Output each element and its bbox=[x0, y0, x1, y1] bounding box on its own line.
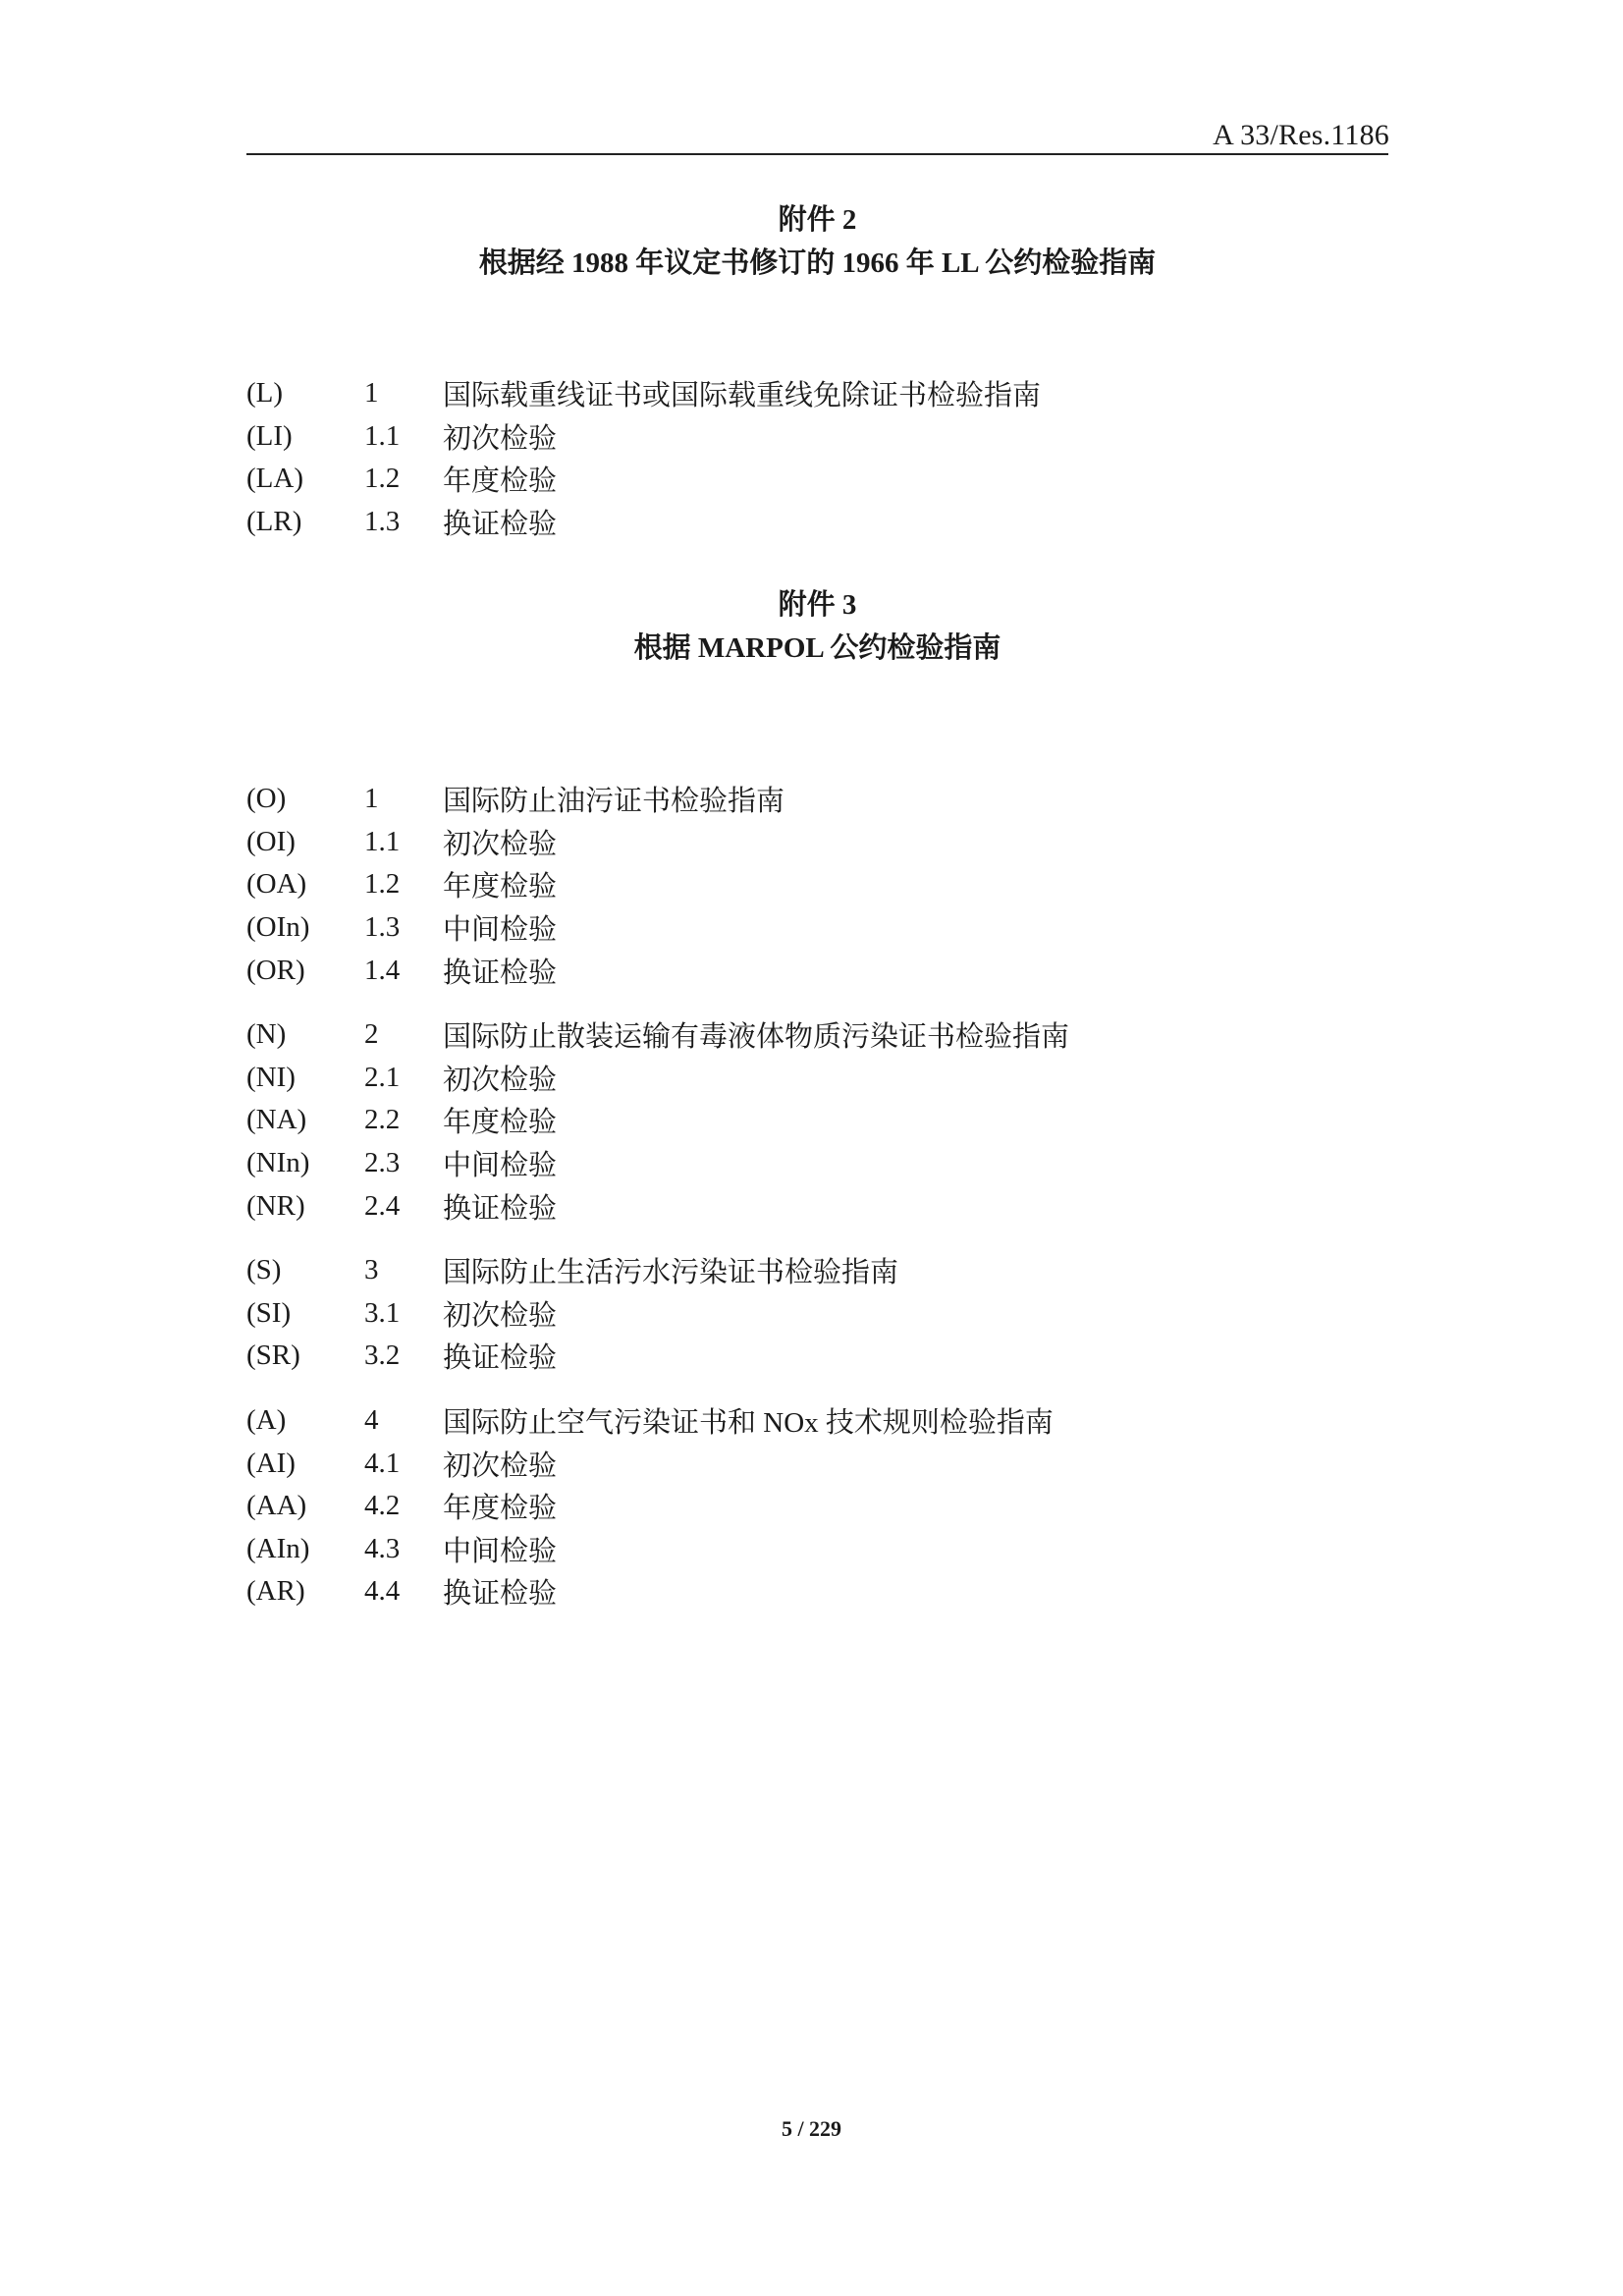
item-number: 1.4 bbox=[364, 954, 401, 986]
annex-3-list bbox=[246, 778, 1388, 1613]
list-group-oil bbox=[246, 778, 1388, 992]
annex-2-list bbox=[246, 372, 1388, 543]
item-number: 1.2 bbox=[364, 868, 401, 901]
list-item bbox=[246, 1013, 1388, 1057]
list-item bbox=[246, 372, 1388, 415]
item-title: 换证检验 bbox=[443, 1578, 558, 1611]
item-title: 换证检验 bbox=[443, 509, 558, 541]
item-code: (LI) bbox=[246, 419, 293, 452]
item-code: (NI) bbox=[246, 1061, 296, 1093]
item-code: (A) bbox=[246, 1404, 287, 1437]
item-number: 2.1 bbox=[364, 1061, 401, 1093]
item-number: 2 bbox=[364, 1018, 379, 1051]
list-item bbox=[246, 1485, 1388, 1528]
document-reference: A 33/Res.1186 bbox=[1213, 119, 1389, 151]
item-code: (SR) bbox=[246, 1339, 300, 1372]
item-number: 4 bbox=[364, 1404, 379, 1437]
item-title: 中间检验 bbox=[443, 1535, 558, 1567]
item-number: 1.3 bbox=[364, 506, 401, 538]
annex-3-title: 附件 3 bbox=[778, 589, 857, 621]
item-code: (NIn) bbox=[246, 1147, 310, 1179]
list-item bbox=[246, 1249, 1388, 1292]
item-code: (AR) bbox=[246, 1575, 305, 1608]
header-rule bbox=[246, 153, 1388, 155]
list-item bbox=[246, 1442, 1388, 1485]
list-item bbox=[246, 1292, 1388, 1336]
item-number: 4.1 bbox=[364, 1447, 401, 1479]
item-title: 初次检验 bbox=[443, 1449, 558, 1482]
item-title: 中间检验 bbox=[443, 1150, 558, 1182]
list-item bbox=[246, 906, 1388, 950]
item-code: (OIn) bbox=[246, 911, 310, 944]
list-item bbox=[246, 863, 1388, 906]
list-item bbox=[246, 501, 1388, 544]
item-code: (AI) bbox=[246, 1447, 296, 1479]
list-item bbox=[246, 821, 1388, 864]
item-number: 1.1 bbox=[364, 825, 401, 857]
list-item bbox=[246, 1142, 1388, 1185]
item-title: 年度检验 bbox=[443, 465, 558, 498]
list-group-air bbox=[246, 1399, 1388, 1613]
item-code: (OI) bbox=[246, 825, 296, 857]
annex-3-heading bbox=[246, 583, 1388, 670]
item-number: 1 bbox=[364, 377, 379, 410]
list-item bbox=[246, 1399, 1388, 1443]
item-title: 国际防止生活污水污染证书检验指南 bbox=[443, 1257, 899, 1289]
item-number: 1.2 bbox=[364, 463, 401, 495]
list-item bbox=[246, 778, 1388, 821]
item-number: 4.3 bbox=[364, 1532, 401, 1564]
item-code: (L) bbox=[246, 377, 284, 410]
item-number: 2.2 bbox=[364, 1104, 401, 1136]
item-code: (N) bbox=[246, 1018, 287, 1051]
annex-2-subtitle: 根据经 1988 年议定书修订的 1966 年 LL 公约检验指南 bbox=[478, 247, 1157, 279]
item-code: (AA) bbox=[246, 1490, 307, 1522]
item-title: 换证检验 bbox=[443, 1192, 558, 1225]
item-code: (SI) bbox=[246, 1296, 292, 1329]
item-title: 初次检验 bbox=[443, 828, 558, 860]
item-number: 4.4 bbox=[364, 1575, 401, 1608]
annex-2-heading bbox=[246, 198, 1388, 285]
list-item bbox=[246, 949, 1388, 992]
item-number: 3 bbox=[364, 1254, 379, 1286]
item-title: 年度检验 bbox=[443, 1107, 558, 1139]
item-number: 1 bbox=[364, 783, 379, 815]
list-item bbox=[246, 1184, 1388, 1228]
item-code: (O) bbox=[246, 783, 287, 815]
item-number: 3.1 bbox=[364, 1296, 401, 1329]
item-number: 2.3 bbox=[364, 1147, 401, 1179]
item-number: 4.2 bbox=[364, 1490, 401, 1522]
item-number: 1.3 bbox=[364, 911, 401, 944]
item-code: (NA) bbox=[246, 1104, 307, 1136]
item-number: 1.1 bbox=[364, 419, 401, 452]
item-code: (S) bbox=[246, 1254, 282, 1286]
list-item bbox=[246, 1057, 1388, 1100]
item-number: 2.4 bbox=[364, 1189, 401, 1222]
item-code: (LA) bbox=[246, 463, 303, 495]
item-title: 初次检验 bbox=[443, 422, 558, 455]
item-title: 换证检验 bbox=[443, 957, 558, 989]
item-code: (OR) bbox=[246, 954, 305, 986]
item-code: (OA) bbox=[246, 868, 307, 901]
list-item bbox=[246, 1099, 1388, 1142]
item-code: (NR) bbox=[246, 1189, 305, 1222]
item-title: 年度检验 bbox=[443, 1493, 558, 1525]
list-item bbox=[246, 458, 1388, 501]
list-group-sewage bbox=[246, 1249, 1388, 1378]
annex-2-title: 附件 2 bbox=[778, 204, 857, 236]
annex-3-subtitle: 根据 MARPOL 公约检验指南 bbox=[633, 632, 1001, 664]
list-item bbox=[246, 1570, 1388, 1613]
item-title: 换证检验 bbox=[443, 1342, 558, 1375]
item-title: 国际载重线证书或国际载重线免除证书检验指南 bbox=[443, 380, 1042, 412]
list-item bbox=[246, 1335, 1388, 1378]
list-group bbox=[246, 372, 1388, 543]
item-number: 3.2 bbox=[364, 1339, 401, 1372]
item-code: (AIn) bbox=[246, 1532, 310, 1564]
item-title: 中间检验 bbox=[443, 914, 558, 947]
item-title: 国际防止散装运输有毒液体物质污染证书检验指南 bbox=[443, 1021, 1070, 1054]
item-title: 年度检验 bbox=[443, 871, 558, 903]
list-group-noxious bbox=[246, 1013, 1388, 1228]
item-title: 初次检验 bbox=[443, 1299, 558, 1332]
item-title: 初次检验 bbox=[443, 1064, 558, 1096]
list-item bbox=[246, 1528, 1388, 1571]
list-item bbox=[246, 415, 1388, 459]
item-title: 国际防止油污证书检验指南 bbox=[443, 786, 785, 818]
page-number: 5 / 229 bbox=[781, 2116, 842, 2141]
item-title: 国际防止空气污染证书和 NOx 技术规则检验指南 bbox=[443, 1407, 1054, 1440]
item-code: (LR) bbox=[246, 506, 302, 538]
